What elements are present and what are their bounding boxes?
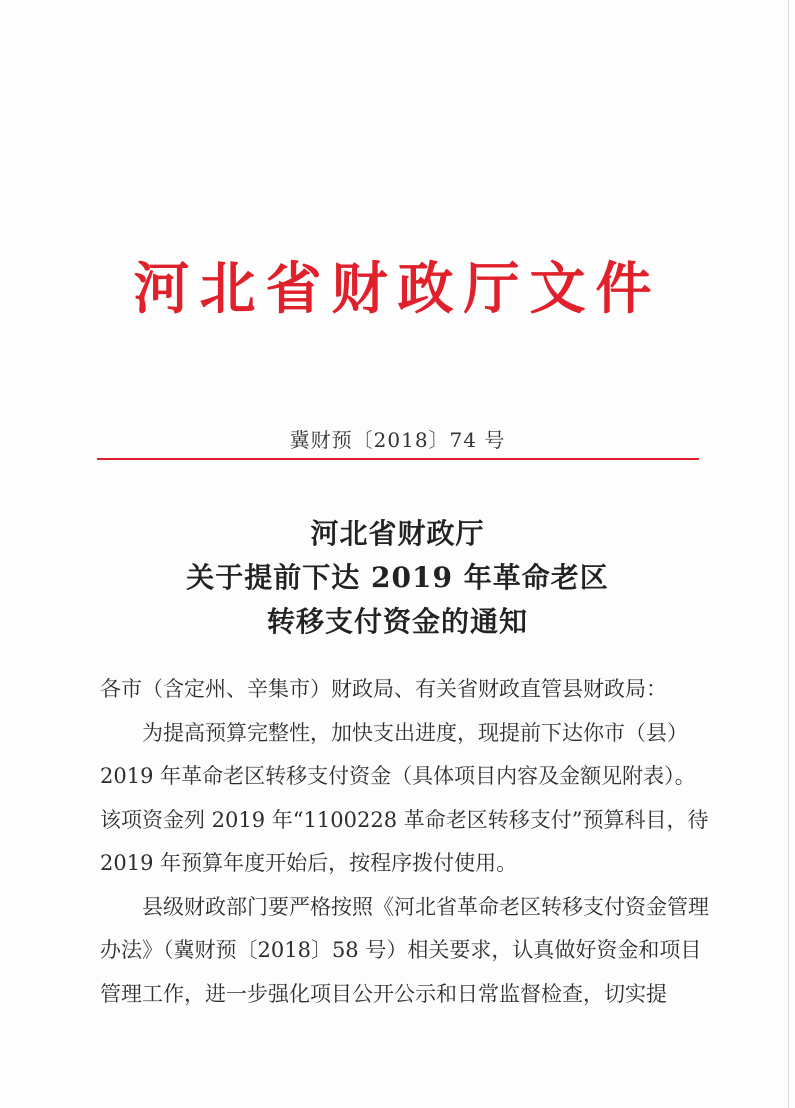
title-line: 转移支付资金的通知 (266, 605, 528, 638)
document-title (0, 512, 795, 644)
title-line: 关于提前下达 2019 年革命老区 (186, 561, 609, 594)
body-paragraph: 县级财政部门要严格按照《河北省革命老区转移支付资金管理办法》（冀财预〔2018〕58 号）相关要求，认真做好资金和项目管理工作，进一步强化项目公开公示和日常监督检查，切实提 (100, 894, 709, 1006)
document-body (100, 668, 710, 1016)
masthead: 河北省财政厅文件 (133, 256, 662, 322)
salutation: 各市（含定州、辛集市）财政局、有关省财政直管县财政局： (100, 677, 667, 701)
body-paragraph: 为提高预算完整性，加快支出进度，现提前下达你市（县）2019 年革命老区转移支付资金（具体项目内容及金额见附表）。该项资金列 2019 年“1100228 革命老区转移支付”预算科目，待 2019 年预算年度开始后，按程序拨付使用。 (100, 720, 709, 875)
red-divider-line (97, 458, 699, 460)
title-line: 河北省财政厅 (310, 517, 485, 550)
document-number: 冀财预〔2018〕74 号 (289, 428, 506, 452)
